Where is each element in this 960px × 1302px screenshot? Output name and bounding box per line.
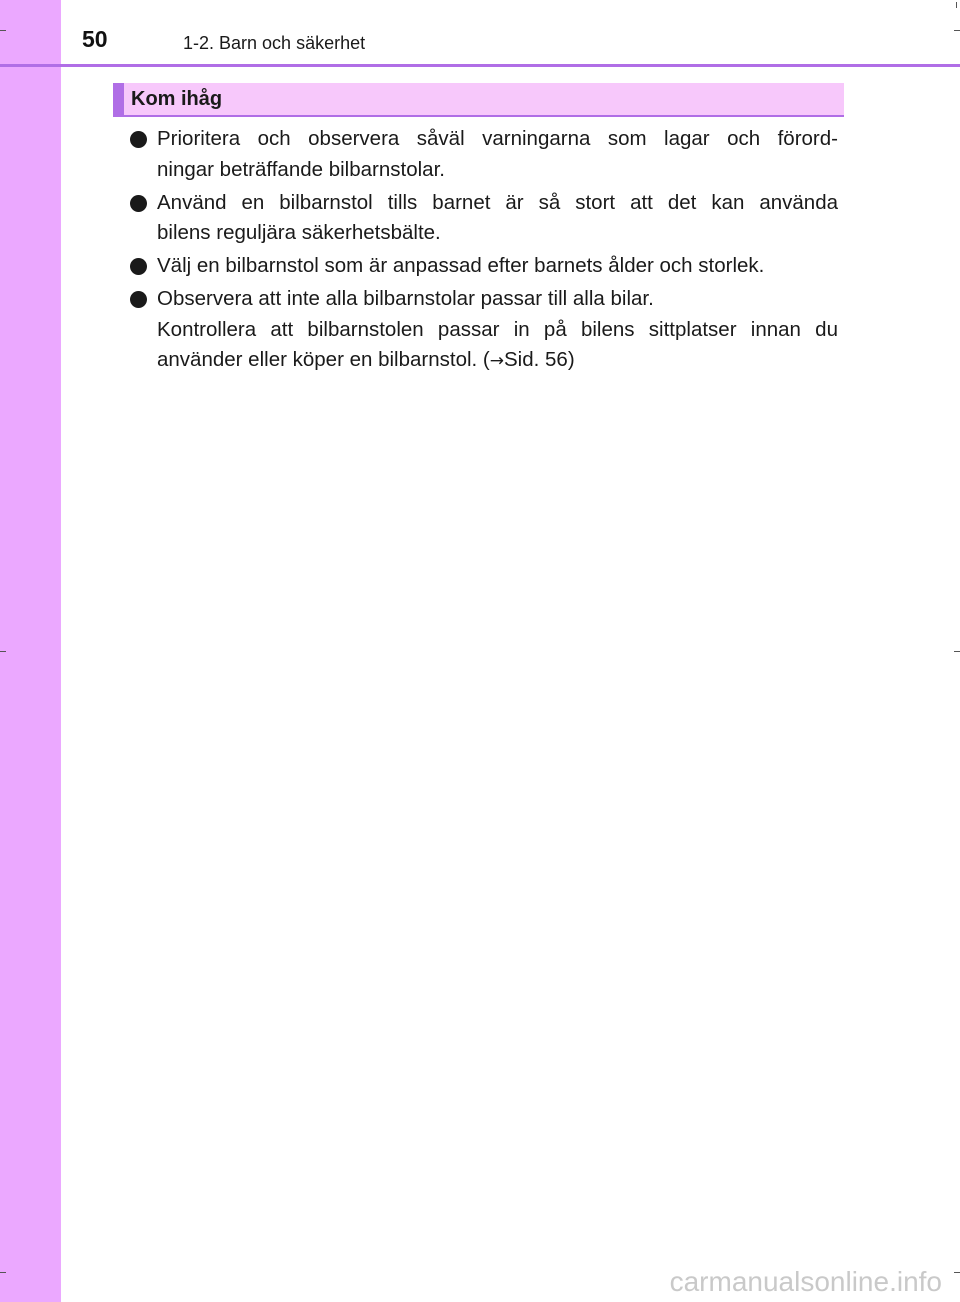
page-side-band (0, 0, 61, 1302)
header-rule (0, 64, 960, 67)
watermark: carmanualsonline.info (669, 1266, 942, 1297)
crop-mark (0, 651, 6, 652)
chapter-title: 1-2. Barn och säkerhet (183, 33, 366, 53)
crop-mark (954, 30, 960, 31)
bullet-icon (130, 195, 147, 212)
reference-text: använder eller köper en bilbarnstol. ( (157, 348, 490, 371)
crop-mark (954, 1272, 960, 1273)
list-item (128, 251, 838, 282)
crop-mark (0, 1272, 6, 1273)
bullet-line (157, 345, 838, 377)
crop-mark (0, 30, 6, 31)
arrow-right-icon: → (489, 351, 504, 371)
page-reference-link[interactable]: Sid. 56) (504, 348, 575, 371)
bullet-line: Använd en bilbarnstol tills barnet är så stort att det kan använda (157, 190, 838, 214)
bullet-line: bilens reguljära säkerhetsbälte. (157, 221, 441, 244)
bullet-icon (130, 291, 147, 308)
list-item (128, 284, 838, 377)
bullet-line: Kontrollera att bilbarnstolen passar in på bilens sittplatser innan du (157, 317, 838, 341)
section-header (113, 83, 844, 117)
bullet-line: Observera att inte alla bilbarnstolar passar till alla bilar. (157, 287, 654, 310)
page-number: 50 (82, 26, 108, 52)
crop-mark (956, 2, 957, 8)
bullet-list (128, 124, 838, 379)
bullet-line: Välj en bilbarnstol som är anpassad efter barnets ålder och storlek. (157, 254, 765, 277)
list-item (128, 124, 838, 185)
bullet-icon (130, 258, 147, 275)
list-item (128, 188, 838, 249)
bullet-icon (130, 131, 147, 148)
section-title: Kom ihåg (131, 88, 223, 110)
crop-mark (954, 651, 960, 652)
bullet-line: Prioritera och observera såväl varningarna som lagar och förord- (157, 127, 838, 150)
bullet-line: ningar beträffande bilbarnstolar. (157, 157, 445, 181)
